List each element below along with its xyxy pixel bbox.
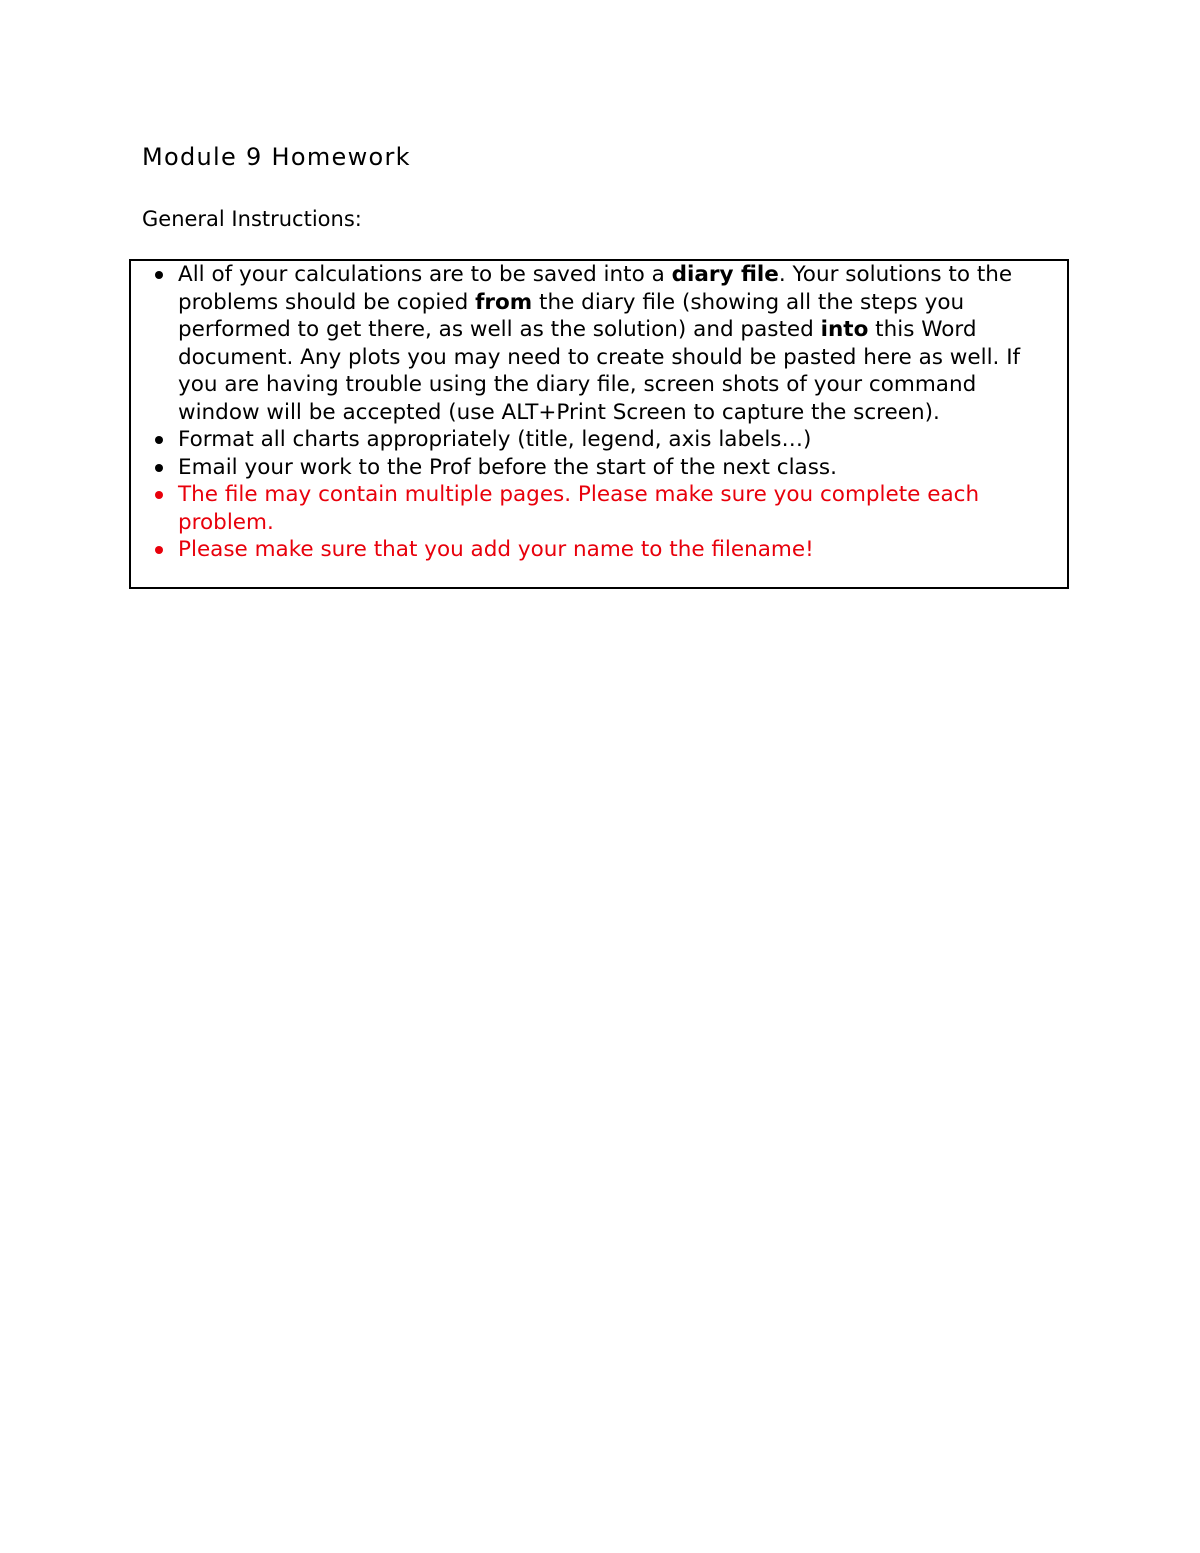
list-item: Format all charts appropriately (title, legend, axis labels…) — [153, 426, 1063, 454]
page-title: Module 9 Homework — [142, 143, 411, 171]
section-heading: General Instructions: — [142, 207, 362, 231]
list-item: Email your work to the Prof before the start of the next class. — [153, 454, 1063, 482]
list-item-warning: Please make sure that you add your name to the filename! — [153, 536, 1063, 564]
emphasis-from: from — [475, 289, 533, 315]
list-item: All of your calculations are to be saved into a diary file. Your solutions to the problems should be copied from the diary file (showing all the steps you performed to get there, as well as the solution) and pasted into this Word document. Any plots you may need to create should be pasted here as well. If you are having trouble using the diary file, screen shots of your command window will be accepted (use ALT+Print Screen to capture the screen). — [153, 261, 1063, 426]
bullet-icon — [155, 436, 163, 444]
bullet-icon — [155, 491, 163, 499]
list-item-warning: The file may contain multiple pages. Please make sure you complete each problem. — [153, 481, 1063, 536]
bullet-icon — [155, 271, 163, 279]
bullet-icon — [155, 464, 163, 472]
bullet-icon — [155, 546, 163, 554]
emphasis-diary-file: diary file — [671, 262, 779, 287]
emphasis-into: into — [820, 317, 869, 342]
instructions-list — [153, 261, 1063, 564]
instructions-box — [129, 259, 1069, 589]
